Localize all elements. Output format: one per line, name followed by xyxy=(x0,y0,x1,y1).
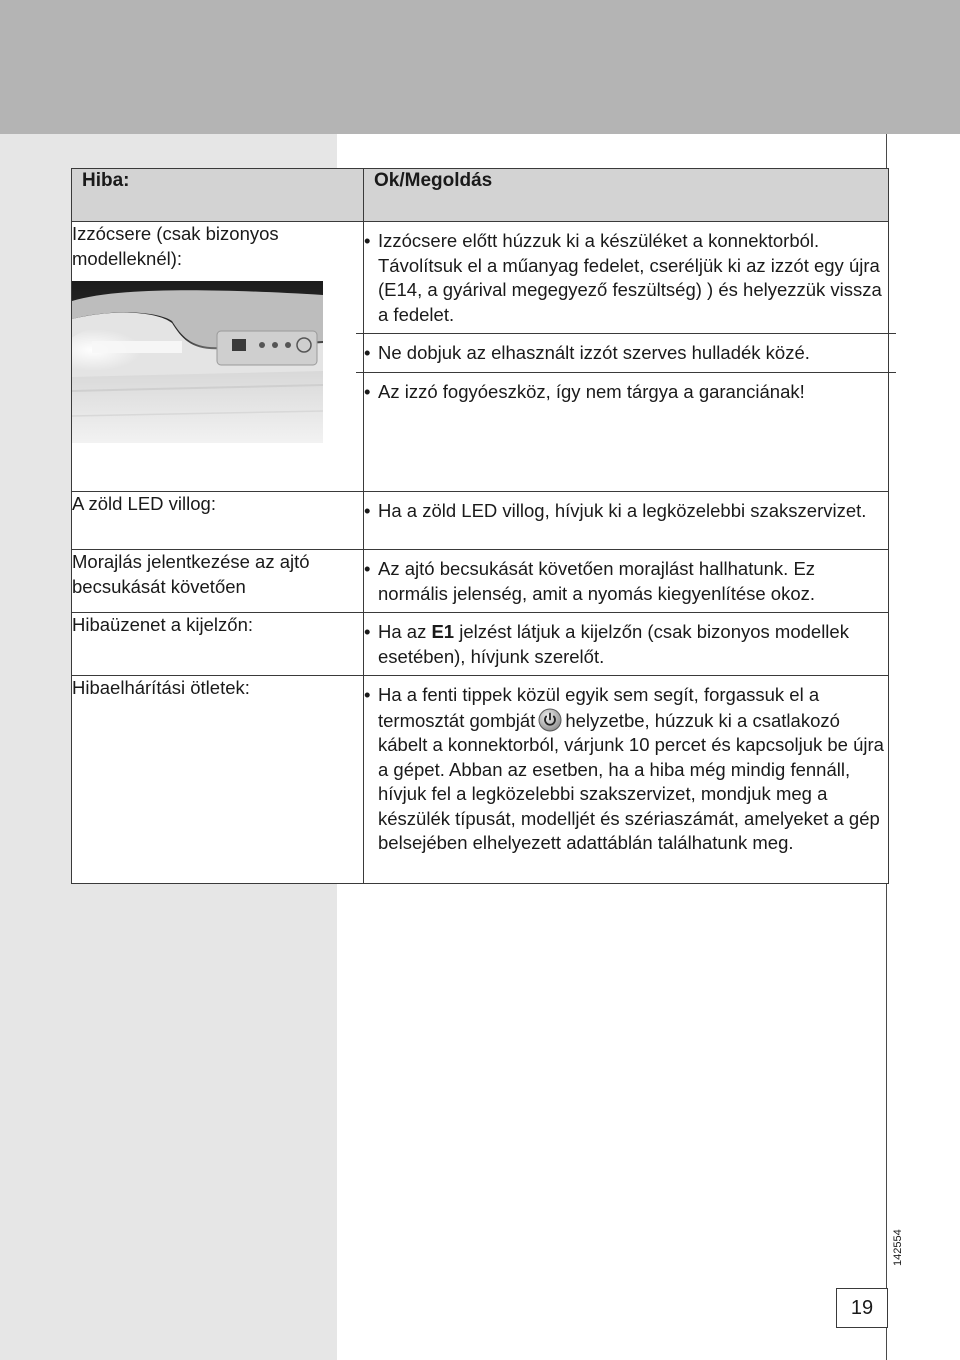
problem-text: Morajlás jelentkezése az ajtó becsukását követően xyxy=(72,551,310,597)
problem-cell xyxy=(72,550,364,613)
table-row xyxy=(72,492,889,550)
table-row xyxy=(72,550,889,613)
power-icon xyxy=(538,708,562,732)
table-row xyxy=(72,676,889,884)
solution-bullet: • Ha a zöld LED villog, hívjuk ki a legközelebbi szakszervizet. xyxy=(364,492,888,530)
page-number: 19 xyxy=(836,1288,888,1328)
header-problem: Hiba: xyxy=(72,169,364,222)
problem-text: A zöld LED villog: xyxy=(72,493,216,514)
solution-bullet: • Az izzó fogyóeszköz, így nem tárgya a garanciának! xyxy=(356,372,896,411)
table-row xyxy=(72,613,889,676)
solution-cell xyxy=(364,222,889,492)
table-header-row xyxy=(72,169,889,222)
problem-text: Hibaüzenet a kijelzőn: xyxy=(72,614,253,635)
top-band xyxy=(0,0,960,134)
table-row xyxy=(72,222,889,492)
solution-bullet: • Az ajtó becsukását követően morajlást hallhatunk. Ez normális jelenség, amit a nyomás kiegyenlítése okoz. xyxy=(364,550,888,612)
solution-cell xyxy=(364,550,889,613)
problem-cell xyxy=(72,676,364,884)
solution-bullet: • Ha a fenti tippek közül egyik sem segít, forgassuk el a termosztát gombját helyzetbe, húzzuk ki a csatlakozó kábelt a konnektorból, várjunk 10 percet és kapcsoljuk be újra a gépet. Abban az esetben, ha a hiba még mindig fennáll, hívjuk fel a legközelebbi szakszervizet, mondjuk meg a készülék típusát, modelljét és szériaszámát, amelyeket a gép belsejében elhelyezett adattáblán találhatunk meg. xyxy=(364,676,888,862)
problem-text: Hibaelhárítási ötletek: xyxy=(72,677,250,698)
problem-text: Izzócsere (csak bizonyos modelleknél): xyxy=(72,223,279,269)
document-code: 142554 xyxy=(892,1229,904,1266)
solution-cell xyxy=(364,492,889,550)
problem-cell xyxy=(72,613,364,676)
solution-cell xyxy=(364,676,889,884)
problem-cell xyxy=(72,222,364,492)
problem-cell xyxy=(72,492,364,550)
solution-bullet: • Ha az E1 jelzést látjuk a kijelzőn (csak bizonyos modellek esetében), hívjunk szerelőt. xyxy=(364,613,888,675)
troubleshooting-table xyxy=(71,168,889,884)
bulb-cover-photo xyxy=(72,281,323,443)
solution-cell xyxy=(364,613,889,676)
error-code: E1 xyxy=(431,621,455,642)
solution-bullet: • Izzócsere előtt húzzuk ki a készüléket a konnektorból. Távolítsuk el a műanyag fedelet, cseréljük ki az izzót egy újra (E14, a gyárival megegyező feszültség) ) és helyezzük vissza a fedelet. xyxy=(364,222,888,333)
solution-bullet: • Ne dobjuk az elhasznált izzót szerves hulladék közé. xyxy=(356,333,896,372)
header-solution: Ok/Megoldás xyxy=(364,169,889,222)
